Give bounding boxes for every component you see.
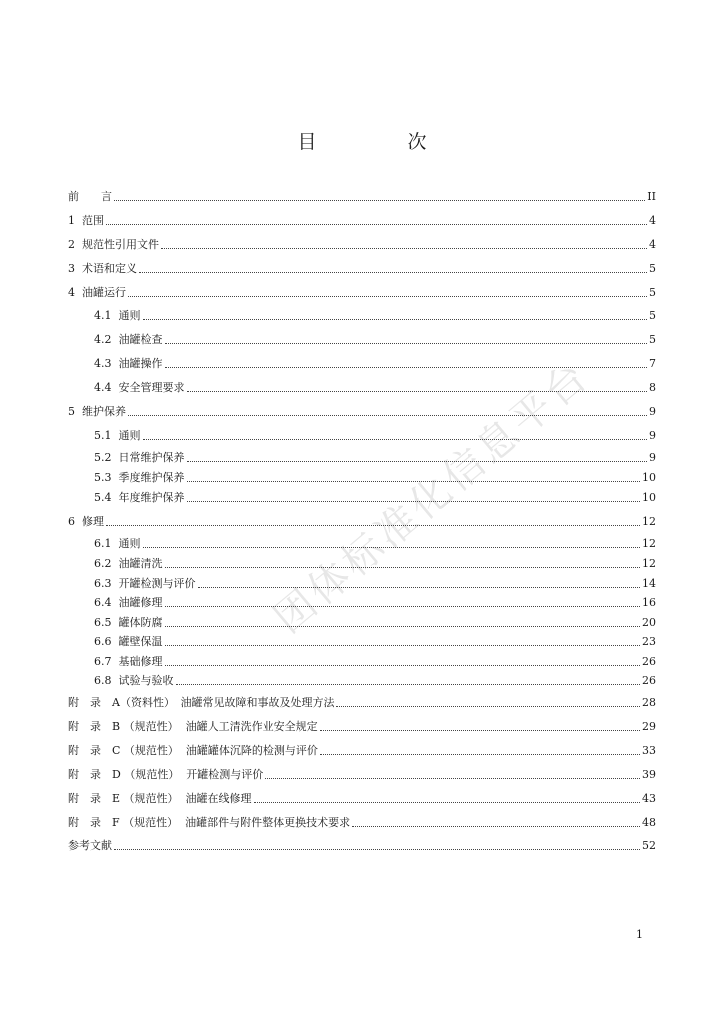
toc-entry[interactable] <box>68 186 656 204</box>
toc-entry[interactable] <box>68 788 656 806</box>
toc-entry[interactable] <box>68 210 656 228</box>
toc-leader-dots <box>165 566 641 568</box>
toc-entry[interactable] <box>94 425 656 443</box>
toc-leader-dots <box>128 414 647 416</box>
toc-leader-dots <box>143 318 648 320</box>
toc-entry-page: 10 <box>642 471 656 484</box>
toc-entry-label: 5.1 通则 <box>94 429 141 442</box>
toc-entry-label: 6.2 油罐清洗 <box>94 557 163 570</box>
toc-leader-dots <box>114 848 640 850</box>
toc-entry[interactable] <box>94 612 656 630</box>
toc-entry[interactable] <box>94 305 656 323</box>
toc-entry[interactable] <box>94 467 656 485</box>
toc-entry-page: 26 <box>642 655 656 668</box>
toc-leader-dots <box>165 366 648 368</box>
toc-leader-dots <box>187 480 641 482</box>
toc-leader-dots <box>198 586 641 588</box>
toc-entry[interactable] <box>68 716 656 734</box>
toc-leader-dots <box>165 644 641 646</box>
toc-entry-page: 39 <box>642 768 656 781</box>
toc-entry-page: 23 <box>642 635 656 648</box>
toc-entry[interactable] <box>94 377 656 395</box>
toc-entry-page: 48 <box>642 816 656 829</box>
toc-entry-page: 33 <box>642 744 656 757</box>
toc-leader-dots <box>320 753 640 755</box>
toc-entry-label: 4.3 油罐操作 <box>94 357 163 370</box>
toc-entry-label: 附 录 E （规范性） 油罐在线修理 <box>68 792 252 805</box>
toc-entry[interactable] <box>68 511 656 529</box>
toc-leader-dots <box>165 664 641 666</box>
toc-entry[interactable] <box>94 533 656 551</box>
toc-entry-label: 6.1 通则 <box>94 537 141 550</box>
toc-entry[interactable] <box>94 573 656 591</box>
toc-entry-page: 16 <box>642 596 656 609</box>
toc-leader-dots <box>165 625 641 627</box>
toc-entry-page: 4 <box>649 238 656 251</box>
toc-entry[interactable] <box>68 835 656 853</box>
toc-entry-page: 9 <box>649 429 656 442</box>
toc-leader-dots <box>336 705 640 707</box>
toc-entry-page: 10 <box>642 491 656 504</box>
toc-entry-page: II <box>647 190 656 203</box>
toc-entry[interactable] <box>68 692 656 710</box>
toc-entry-page: 20 <box>642 616 656 629</box>
toc-entry[interactable] <box>94 553 656 571</box>
toc-entry-label: 3 术语和定义 <box>68 262 137 275</box>
toc-entry-label: 4.2 油罐检查 <box>94 333 163 346</box>
toc-entry-page: 14 <box>642 577 656 590</box>
toc-leader-dots <box>187 500 641 502</box>
toc-entry[interactable] <box>68 812 656 830</box>
toc-entry[interactable] <box>68 764 656 782</box>
toc-leader-dots <box>320 729 640 731</box>
toc-leader-dots <box>139 271 647 273</box>
toc-entry-page: 29 <box>642 720 656 733</box>
toc-leader-dots <box>106 524 640 526</box>
toc-entry-label: 5 维护保养 <box>68 405 126 418</box>
toc-entry[interactable] <box>94 592 656 610</box>
toc-entry-page: 8 <box>649 381 656 394</box>
toc-entry[interactable] <box>68 258 656 276</box>
toc-leader-dots <box>114 199 645 201</box>
toc-entry-label: 5.3 季度维护保养 <box>94 471 185 484</box>
toc-entry-label: 4.1 通则 <box>94 309 141 322</box>
toc-leader-dots <box>187 460 648 462</box>
toc-entry-page: 12 <box>642 537 656 550</box>
toc-leader-dots <box>254 801 640 803</box>
toc-entry-page: 9 <box>649 405 656 418</box>
watermark: 团体标准化信息平台 <box>265 352 599 643</box>
toc-entry-label: 2 规范性引用文件 <box>68 238 159 251</box>
toc-entry-page: 12 <box>642 557 656 570</box>
toc-entry-label: 前 言 <box>68 190 112 203</box>
toc-entry-page: 5 <box>649 333 656 346</box>
toc-leader-dots <box>143 438 648 440</box>
toc-leader-dots <box>165 605 641 607</box>
toc-entry-label: 5.4 年度维护保养 <box>94 491 185 504</box>
toc-entry[interactable] <box>94 487 656 505</box>
toc-entry[interactable] <box>68 740 656 758</box>
toc-entry-label: 6.5 罐体防腐 <box>94 616 163 629</box>
toc-leader-dots <box>352 825 640 827</box>
toc-leader-dots <box>143 546 641 548</box>
toc-entry-label: 附 录 B （规范性） 油罐人工清洗作业安全规定 <box>68 720 318 733</box>
toc-entry-page: 28 <box>642 696 656 709</box>
toc-entry-page: 4 <box>649 214 656 227</box>
toc-entry[interactable] <box>94 670 656 688</box>
toc-leader-dots <box>165 342 648 344</box>
toc-entry[interactable] <box>68 282 656 300</box>
toc-entry-page: 12 <box>642 515 656 528</box>
toc-entry-label: 4.4 安全管理要求 <box>94 381 185 394</box>
toc-entry-page: 5 <box>649 309 656 322</box>
toc-leader-dots <box>161 247 647 249</box>
toc-entry-label: 6.4 油罐修理 <box>94 596 163 609</box>
toc-entry-label: 附 录 C （规范性） 油罐罐体沉降的检测与评价 <box>68 744 318 757</box>
toc-entry-label: 1 范围 <box>68 214 104 227</box>
toc-entry-label: 6 修理 <box>68 515 104 528</box>
toc-entry-label: 附 录 F （规范性） 油罐部件与附件整体更换技术要求 <box>68 816 351 829</box>
toc-entry[interactable] <box>94 329 656 347</box>
toc-entry[interactable] <box>94 651 656 669</box>
toc-entry-page: 26 <box>642 674 656 687</box>
toc-entry-page: 5 <box>649 286 656 299</box>
toc-entry-label: 6.7 基础修理 <box>94 655 163 668</box>
toc-leader-dots <box>106 223 647 225</box>
toc-entry[interactable] <box>68 234 656 252</box>
toc-leader-dots <box>265 777 640 779</box>
toc-entry-page: 7 <box>649 357 656 370</box>
toc-leader-dots <box>128 295 647 297</box>
toc-entry-page: 9 <box>649 451 656 464</box>
toc-entry-label: 6.6 罐壁保温 <box>94 635 163 648</box>
toc-entry-label: 参考文献 <box>68 839 112 852</box>
toc-entry-page: 43 <box>642 792 656 805</box>
toc-entry[interactable] <box>94 447 656 465</box>
toc-entry-page: 52 <box>642 839 656 852</box>
toc-entry[interactable] <box>94 631 656 649</box>
toc-leader-dots <box>176 683 641 685</box>
toc-entry-label: 4 油罐运行 <box>68 286 126 299</box>
toc-entry[interactable] <box>94 353 656 371</box>
toc-entry-label: 附 录 D （规范性） 开罐检测与评价 <box>68 768 264 781</box>
toc-entry-label: 6.3 开罐检测与评价 <box>94 577 196 590</box>
toc-entry-label: 6.8 试验与验收 <box>94 674 174 687</box>
page-number: 1 <box>636 928 643 941</box>
toc-leader-dots <box>187 390 648 392</box>
toc-title: 目 次 <box>297 131 463 153</box>
toc-entry-label: 5.2 日常维护保养 <box>94 451 185 464</box>
toc-entry[interactable] <box>68 401 656 419</box>
toc-entry-page: 5 <box>649 262 656 275</box>
toc-entry-label: 附 录 A（资料性） 油罐常见故障和事故及处理方法 <box>68 696 335 709</box>
